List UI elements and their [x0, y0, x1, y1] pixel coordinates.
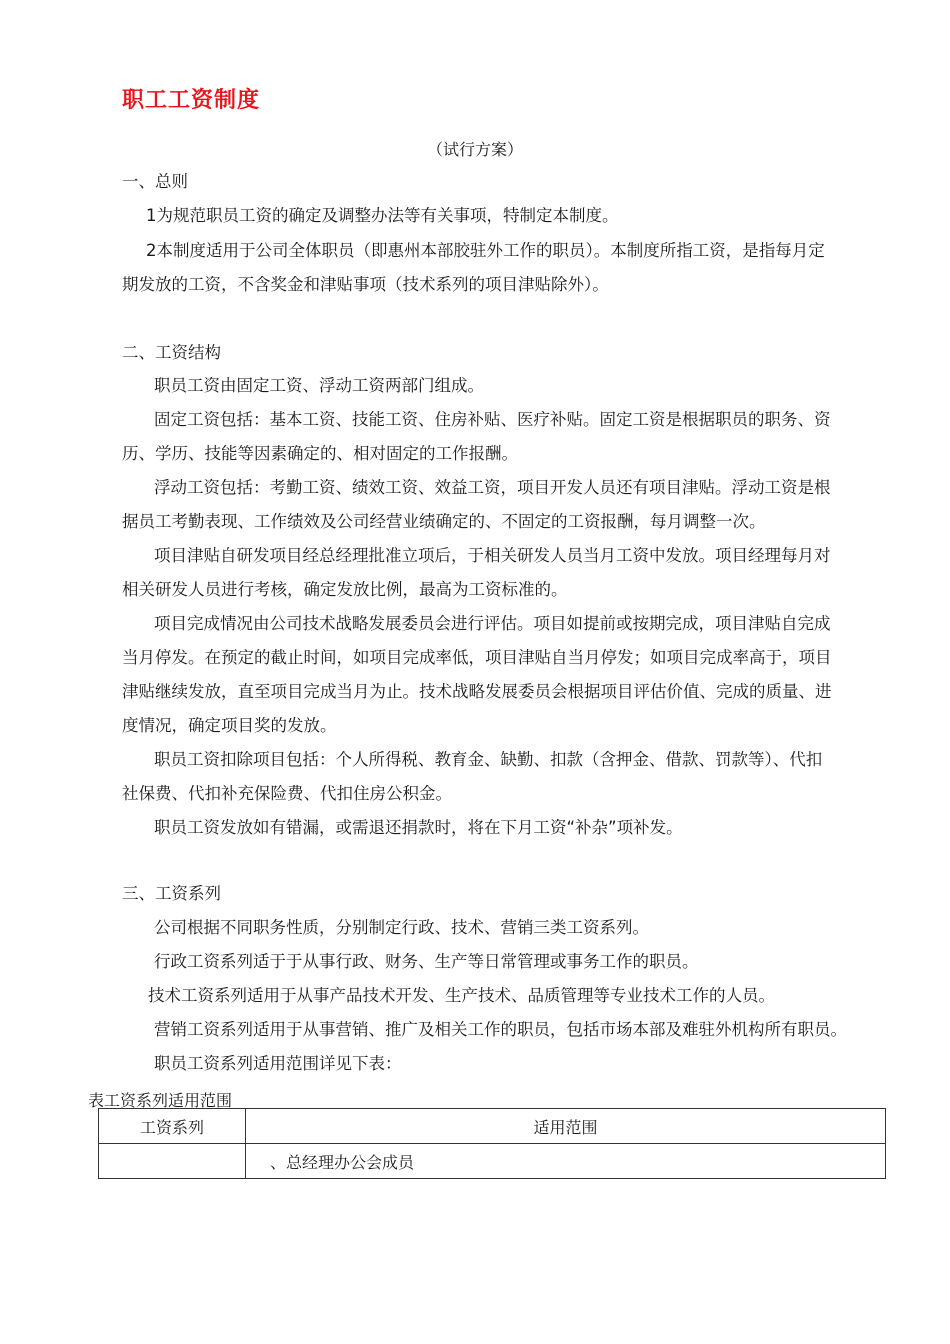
section-heading: 三、工资系列: [122, 884, 221, 903]
document-subtitle: （试行方案）: [426, 140, 523, 159]
paragraph-line: 营销工资系列适用于从事营销、推广及相关工作的职员，包括市场本部及难驻外机构所有职员。: [154, 1020, 847, 1039]
paragraph-line: 浮动工资包括：考勤工资、绩效工资、效益工资，项目开发人员还有项目津贴。浮动工资是根: [154, 478, 831, 497]
paragraph-line: 1为规范职员工资的确定及调整办法等有关事项，特制定本制度。: [146, 206, 619, 225]
column-header: 适用范围: [246, 1109, 886, 1144]
paragraph-line: 度情况，确定项目奖的发放。: [122, 716, 337, 735]
table-cell: [99, 1144, 246, 1179]
paragraph-line: 项目津贴自研发项目经总经理批准立项后，于相关研发人员当月工资中发放。项目经理每月对: [154, 546, 831, 565]
paragraph-line: 固定工资包括：基本工资、技能工资、住房补贴、医疗补贴。固定工资是根据职员的职务、资: [154, 410, 831, 429]
document-title: 职工工资制度: [122, 88, 261, 113]
paragraph-line: 职员工资扣除项目包括：个人所得税、教育金、缺勤、扣款（含押金、借款、罚款等）、代扣: [154, 750, 823, 769]
paragraph-line: 项目完成情况由公司技术战略发展委员会进行评估。项目如提前或按期完成，项目津贴自完成: [154, 614, 831, 633]
paragraph-line: 期发放的工资，不含奖金和津贴事项（技术系列的项目津贴除外）。: [122, 275, 609, 294]
paragraph-line: 社保费、代扣补充保险费、代扣住房公积金。: [122, 784, 452, 803]
column-header: 工资系列: [99, 1109, 246, 1144]
paragraph-line: 据员工考勤表现、工作绩效及公司经营业绩确定的、不固定的工资报酬，每月调整一次。: [122, 512, 766, 531]
paragraph-line: 2本制度适用于公司全体职员（即惠州本部胶驻外工作的职员）。本制度所指工资，是指每月定: [146, 241, 825, 260]
table-row: [99, 1144, 886, 1179]
paragraph-line: 公司根据不同职务性质，分别制定行政、技术、营销三类工资系列。: [154, 918, 649, 937]
table-cell: 、总经理办公会成员: [246, 1144, 886, 1179]
table-header-row: [99, 1109, 886, 1144]
paragraph-line: 相关研发人员进行考核，确定发放比例，最高为工资标准的。: [122, 580, 568, 599]
table-caption: 表工资系列适用范围: [88, 1091, 233, 1110]
paragraph-line: 行政工资系列适于于从事行政、财务、生产等日常管理或事务工作的职员。: [154, 952, 699, 971]
section-heading: 二、工资结构: [122, 343, 221, 362]
paragraph-line: 职员工资由固定工资、浮动工资两部门组成。: [154, 376, 484, 395]
salary-series-table: [98, 1108, 886, 1179]
section-heading: 一、总则: [122, 172, 188, 191]
paragraph-line: 职员工资发放如有错漏，或需退还捐款时，将在下月工资“补杂”项补发。: [154, 818, 683, 837]
paragraph-line: 职员工资系列适用范围详见下表：: [154, 1054, 402, 1073]
paragraph-line: 津贴继续发放，直至项目完成当月为止。技术战略发展委员会根据项目评估价值、完成的质量、进: [122, 682, 832, 701]
paragraph-line: 技术工资系列适用于从事产品技术开发、生产技术、品质管理等专业技术工作的人员。: [148, 986, 775, 1005]
paragraph-line: 历、学历、技能等因素确定的、相对固定的工作报酬。: [122, 444, 518, 463]
paragraph-line: 当月停发。在预定的截止时间，如项目完成率低，项目津贴自当月停发；如项目完成率高于，项目: [122, 648, 832, 667]
